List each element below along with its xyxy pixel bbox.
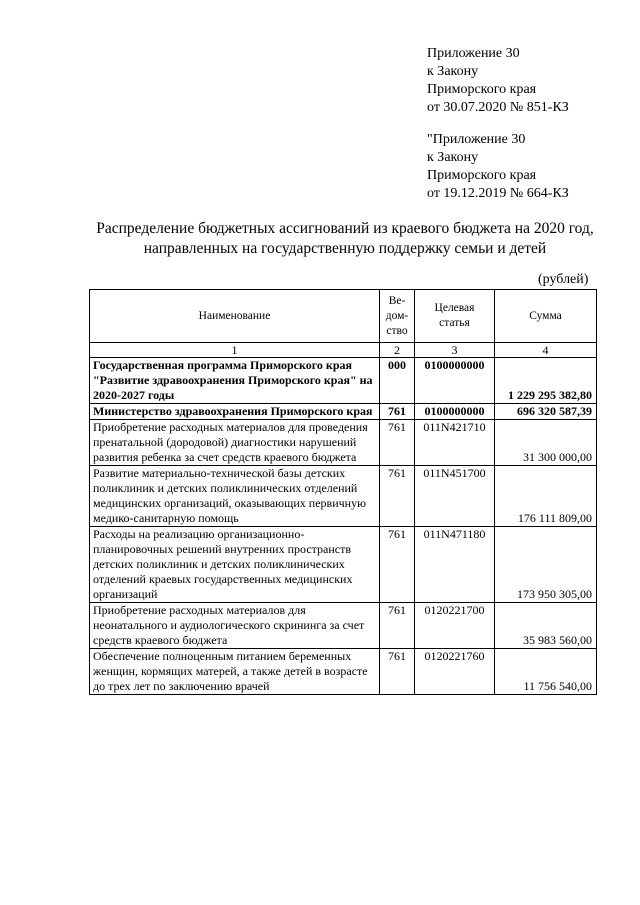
table-row [90,358,597,404]
row-name: Приобретение расходных материалов для проведения пренатальной (дородовой) диагностики нарушений развития ребенка за счет средств краевого бюджета [90,420,380,466]
row-sum: 1 229 295 382,80 [495,358,597,404]
row-name: Государственная программа Приморского края "Развитие здравоохранения Приморского края" на 2020-2027 годы [90,358,380,404]
header-target: Целевая статья [415,290,495,343]
annex-line: "Приложение 30 [427,132,526,147]
row-target: 0120221700 [415,603,495,649]
header-sum: Сумма [495,290,597,343]
row-sum: 35 983 560,00 [495,603,597,649]
annex-line: Приморского края [427,168,537,183]
row-sum: 31 300 000,00 [495,420,597,466]
annex-reference-current [427,45,569,117]
column-number-row [90,343,597,358]
annex-line: от 19.12.2019 № 664-КЗ [427,186,569,201]
row-dept: 761 [380,527,415,603]
row-target: 0120221760 [415,649,495,695]
row-name: Обеспечение полноценным питанием беременных женщин, кормящих матерей, а также детей в возрасте до трех лет по заключению врачей [90,649,380,695]
row-target: 011N451700 [415,466,495,527]
document-title [60,219,630,259]
annex-line: к Закону [427,64,479,79]
column-number: 3 [415,343,495,358]
row-name: Министерство здравоохранения Приморского края [90,404,380,420]
row-target: 0100000000 [415,404,495,420]
budget-table [89,289,597,695]
title-line: направленных на государственную поддержку семьи и детей [143,240,547,257]
title-line: Распределение бюджетных ассигнований из краевого бюджета на 2020 год, [96,220,594,237]
row-dept: 761 [380,466,415,527]
annex-line: Приморского края [427,82,537,97]
table-row [90,420,597,466]
annex-reference-previous [427,131,569,203]
row-dept: 761 [380,420,415,466]
row-sum: 173 950 305,00 [495,527,597,603]
table-row [90,649,597,695]
header-dept: Ве- дом- ство [380,290,415,343]
annex-line: Приложение 30 [427,46,520,61]
header-name: Наименование [90,290,380,343]
annex-line: от 30.07.2020 № 851-КЗ [427,100,569,115]
column-number: 4 [495,343,597,358]
row-name: Приобретение расходных материалов для неонатального и аудиологического скрининга за счет средств краевого бюджета [90,603,380,649]
row-sum: 176 111 809,00 [495,466,597,527]
table-row [90,527,597,603]
column-number: 2 [380,343,415,358]
table-row [90,404,597,420]
row-dept: 761 [380,603,415,649]
units-label: (рублей) [538,272,589,287]
row-dept: 761 [380,649,415,695]
row-target: 011N421710 [415,420,495,466]
row-target: 011N471180 [415,527,495,603]
table-header-row [90,290,597,343]
row-target: 0100000000 [415,358,495,404]
table-row [90,466,597,527]
row-sum: 11 756 540,00 [495,649,597,695]
row-sum: 696 320 587,39 [495,404,597,420]
row-name: Развитие материально-технической базы детских поликлиник и детских поликлинических отделений медицинских организаций, оказывающих первичную медико-санитарную помощь [90,466,380,527]
column-number: 1 [90,343,380,358]
row-name: Расходы на реализацию организационно-планировочных решений внутренних пространств детских поликлиник и детских поликлинических отделений краевых государственных медицинских организаций [90,527,380,603]
row-dept: 761 [380,404,415,420]
row-dept: 000 [380,358,415,404]
table-row [90,603,597,649]
annex-line: к Закону [427,150,479,165]
